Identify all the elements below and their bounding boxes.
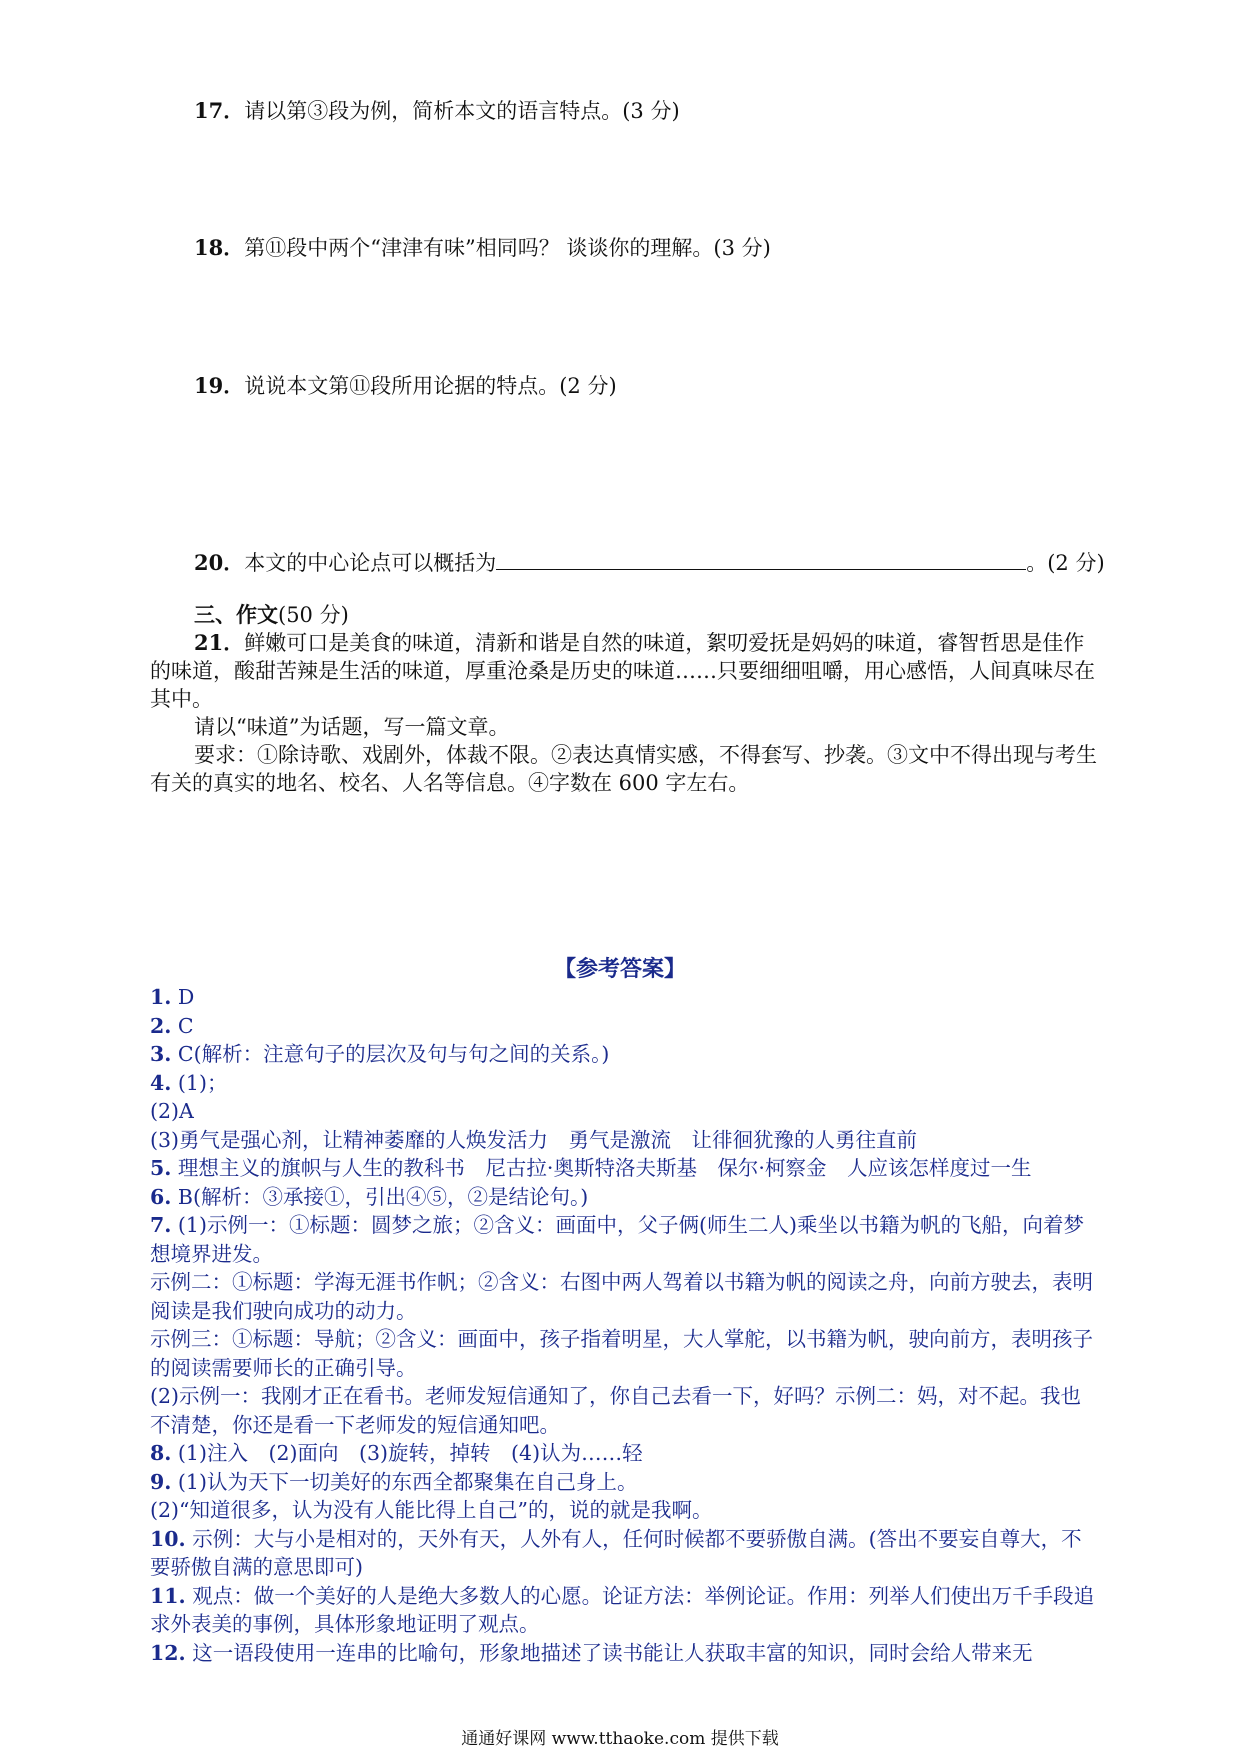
answer-number: 4.: [150, 1070, 172, 1095]
answer-number: 9.: [150, 1469, 172, 1494]
page-footer: 通通好课网 www.tthaoke.com 提供下载: [461, 1729, 779, 1749]
answer-text: D: [171, 985, 195, 1009]
answer-item: [150, 1097, 1098, 1126]
essay-section: [150, 601, 1098, 797]
answer-item: [150, 983, 1098, 1012]
question-text: 请以第③段为例，简析本文的语言特点。(3 分): [244, 99, 680, 123]
answer-text: C(解析：注意句子的层次及句与句之间的关系。): [171, 1042, 610, 1066]
answer-text: 示例三：①标题：导航；②含义：画面中，孩子指着明星，大人掌舵，以书籍为帆，驶向前方，表明孩子的阅读需要师长的正确引导。: [150, 1327, 1093, 1380]
answer-blank: [496, 549, 1026, 570]
answer-number: 12.: [150, 1640, 186, 1665]
answer-number: 7.: [150, 1213, 172, 1237]
answer-item: [150, 1325, 1098, 1382]
question-text: 说说本文第⑪段所用论据的特点。(2 分): [244, 374, 617, 398]
essay-topic: 请以“味道”为话题，写一篇文章。: [194, 715, 510, 739]
answer-text: 观点：做一个美好的人是绝大多数人的心愿。论证方法：举例论证。作用：列举人们使出万千手段追求外表美的事例，具体形象地证明了观点。: [150, 1583, 1095, 1636]
answer-text: (3)勇气是强心剂，让精神萎靡的人焕发活力 勇气是激流 让徘徊犹豫的人勇往直前: [150, 1127, 918, 1152]
answer-item: [150, 1439, 1098, 1468]
answer-item: [150, 1639, 1098, 1668]
answer-text: (2)“知道很多，认为没有人能比得上自己”的，说的就是我啊。: [150, 1498, 713, 1522]
question-number: 19．: [194, 373, 245, 398]
answer-item: [150, 1183, 1098, 1212]
answer-item: [150, 1525, 1098, 1582]
answer-item: [150, 1126, 1098, 1155]
answer-list: [150, 983, 1098, 1667]
answers-title: 【参考答案】: [553, 956, 686, 982]
answer-text: (1)示例一：①标题：圆梦之旅；②含义：画面中，父子俩(师生二人)乘坐以书籍为帆的飞船，向着梦想境界进发。: [150, 1213, 1084, 1266]
answer-text: (2)示例一：我刚才正在看书。老师发短信通知了，你自己去看一下，好吗？示例二：妈，对不起。我也不清楚，你还是看一下老师发的短信通知吧。: [150, 1384, 1082, 1437]
question-21: [150, 629, 1098, 713]
answer-item: [150, 1382, 1098, 1439]
answer-text: 示例二：①标题：学海无涯书作帆；②含义：右图中两人驾着以书籍为帆的阅读之舟，向前方驶去，表明阅读是我们驶向成功的动力。: [150, 1270, 1093, 1323]
answer-number: 5.: [150, 1156, 172, 1180]
answer-text: (1)认为天下一切美好的东西全都聚集在自己身上。: [171, 1469, 638, 1494]
answer-text: (2)A: [150, 1099, 194, 1123]
question-number: 17．: [194, 98, 245, 123]
answer-item: [150, 1582, 1098, 1639]
answer-item: [150, 1496, 1098, 1525]
section-heading-label: 三、作文: [194, 602, 278, 627]
question-text: 鲜嫩可口是美食的味道，清新和谐是自然的味道，絮叨爱抚是妈妈的味道，睿智哲思是佳作的味道，酸甜苦辣是生活的味道，厚重沧桑是历史的味道……只要细细咀嚼，用心感悟，人间真味尽在其中。: [150, 631, 1095, 711]
question-text-before: 本文的中心论点可以概括为: [244, 551, 497, 575]
answer-item: [150, 1012, 1098, 1041]
question-text: 第⑪段中两个“津津有味”相同吗？ 谈谈你的理解。(3 分): [244, 236, 771, 260]
essay-requirements: 要求：①除诗歌、戏剧外，体裁不限。②表达真情实感，不得套写、抄袭。③文中不得出现与考生有关的真实的地名、校名、人名等信息。④字数在 600 字左右。: [150, 743, 1097, 795]
answer-text: (1)注入 (2)面向 (3)旋转，掉转 (4)认为……轻: [171, 1441, 643, 1465]
question-text-after: 。(2 分): [1026, 551, 1105, 575]
answer-number: 2.: [150, 1013, 172, 1038]
answer-item: [150, 1268, 1098, 1325]
answer-number: 6.: [150, 1184, 172, 1209]
answer-item: [150, 1468, 1098, 1497]
section-heading-score: (50 分): [278, 603, 349, 627]
answer-number: 11.: [150, 1583, 186, 1608]
question-19: [194, 371, 617, 401]
answer-item: [150, 1040, 1098, 1069]
answer-number: 1.: [150, 985, 172, 1009]
answer-text: 这一语段使用一连串的比喻句，形象地描述了读书能让人获取丰富的知识，同时会给人带来无: [185, 1640, 1033, 1665]
question-17: [194, 96, 680, 126]
answer-number: 10.: [150, 1526, 186, 1551]
answer-text: B(解析：③承接①，引出④⑤，②是结论句。): [171, 1184, 589, 1209]
answer-number: 3.: [150, 1042, 172, 1066]
answer-text: (1)；: [171, 1070, 228, 1095]
answer-item: [150, 1211, 1098, 1268]
question-number: 20．: [194, 550, 245, 575]
answer-text: 理想主义的旗帜与人生的教科书 尼古拉·奥斯特洛夫斯基 保尔·柯察金 人应该怎样度过一生: [171, 1156, 1032, 1180]
answer-number: 8.: [150, 1441, 172, 1465]
question-18: [194, 233, 771, 263]
question-number: 18．: [194, 235, 245, 260]
section-heading: [150, 601, 1098, 629]
answer-text: 示例：大与小是相对的，天外有天，人外有人，任何时候都不要骄傲自满。(答出不要妄自尊大，不要骄傲自满的意思即可): [150, 1526, 1082, 1579]
question-20: [194, 548, 1105, 578]
answer-item: [150, 1069, 1098, 1098]
answer-item: [150, 1154, 1098, 1183]
answer-text: C: [171, 1013, 194, 1038]
question-number: 21．: [194, 630, 245, 655]
